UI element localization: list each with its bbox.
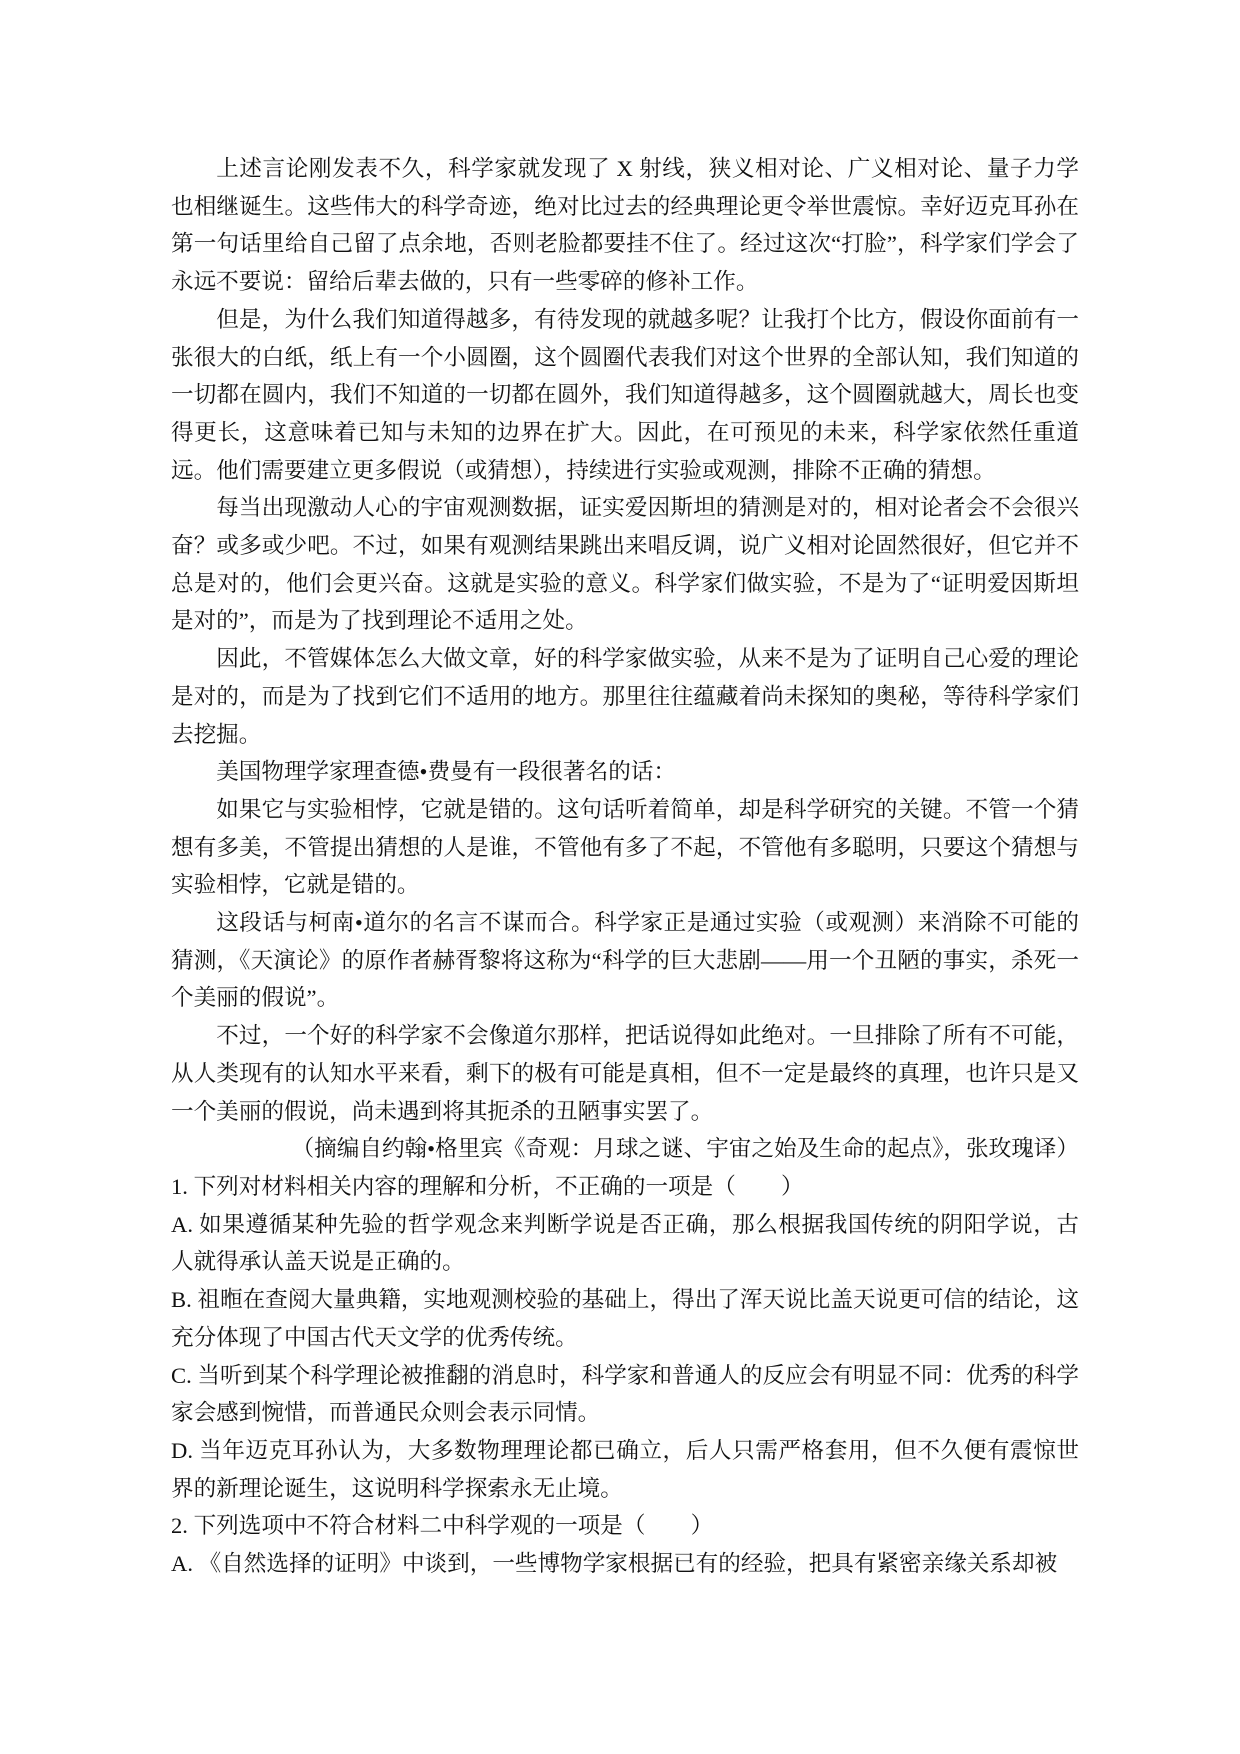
paragraph-7-body: 这段话与柯南•道尔的名言不谋而合。科学家正是通过实验（或观测）来消除不可能的猜测，《天演论》的原作者赫胥黎将这称为“科学的巨大悲剧——用一个丑陋的事实，杀死一个美丽的假说”。 [171,910,1079,1011]
paragraph-4-body: 因此，不管媒体怎么大做文章，好的科学家做实验，从来不是为了证明自己心爱的理论是对的，而是为了找到它们不适用的地方。那里往往蕴藏着尚未探知的奥秘，等待科学家们去挖掘。 [171,646,1079,747]
paragraph-10-question: 1. 下列对材料相关内容的理解和分析，不正确的一项是（ ） [171,1173,804,1199]
paragraph-2-body: 但是，为什么我们知道得越多，有待发现的就越多呢？让我打个比方，假设你面前有一张很大的白纸，纸上有一个小圆圈，这个圆圈代表我们对这个世界的全部认知，我们知道的一切都在圆内，我们不知道的一切都在圆外，我们知道得越多，这个圆圈就越大，周长也变得更长，这意味着已知与未知的边界在扩大。因此，在可预见的未来，科学家依然任重道远。他们需要建立更多假说（或猜想），持续进行实验或观测，排除不正确的猜想。 [171,306,1079,483]
paragraph-16-option: A. 《自然选择的证明》中谈到，一些博物学家根据已有的经验，把具有紧密亲缘关系却被 [171,1551,1058,1577]
document-text-block [171,150,1079,1583]
paragraph-5-body: 美国物理学家理查德•费曼有一段很著名的话： [216,759,676,785]
paragraph-9-attribution: （摘编自约翰•格里宾《奇观：月球之谜、宇宙之始及生命的起点》，张玫瑰译） [291,1136,1079,1162]
paragraph-8-body: 不过，一个好的科学家不会像道尔那样，把话说得如此绝对。一旦排除了所有不可能，从人类现有的认知水平来看，剩下的极有可能是真相，但不一定是最终的真理，也许只是又一个美丽的假说，尚未遇到将其扼杀的丑陋事实罢了。 [171,1023,1079,1124]
paragraph-13-option: C. 当听到某个科学理论被推翻的消息时，科学家和普通人的反应会有明显不同：优秀的科学家会感到惋惜，而普通民众则会表示同情。 [171,1362,1079,1426]
paragraph-14-option: D. 当年迈克耳孙认为，大多数物理理论都已确立，后人只需严格套用，但不久便有震惊世界的新理论诞生，这说明科学探索永无止境。 [171,1437,1079,1501]
paragraph-6-body: 如果它与实验相悖，它就是错的。这句话听着简单，却是科学研究的关键。不管一个猜想有多美，不管提出猜想的人是谁，不管他有多了不起，不管他有多聪明，只要这个猜想与实验相悖，它就是错的。 [171,796,1079,898]
paragraph-1-body: 上述言论刚发表不久，科学家就发现了 X 射线，狭义相对论、广义相对论、量子力学也相继诞生。这些伟大的科学奇迹，绝对比过去的经典理论更令举世震惊。幸好迈克耳孙在第一句话里给自己留了点余地，否则老脸都要挂不住了。经过这次“打脸”，科学家们学会了永远不要说：留给后辈去做的，只有一些零碎的修补工作。 [171,156,1079,295]
paragraph-11-option: A. 如果遵循某种先验的哲学观念来判断学说是否正确，那么根据我国传统的阴阳学说，古人就得承认盖天说是正确的。 [171,1211,1079,1275]
paragraph-15-question: 2. 下列选项中不符合材料二中科学观的一项是（ ） [171,1513,714,1539]
paragraph-3-body: 每当出现激动人心的宇宙观测数据，证实爱因斯坦的猜测是对的，相对论者会不会很兴奋？或多或少吧。不过，如果有观测结果跳出来唱反调，说广义相对论固然很好，但它并不总是对的，他们会更兴奋。这就是实验的意义。科学家们做实验，不是为了“证明爱因斯坦是对的”，而是为了找到理论不适用之处。 [171,495,1079,634]
paragraph-12-option: B. 祖暅在查阅大量典籍，实地观测校验的基础上，得出了浑天说比盖天说更可信的结论，这充分体现了中国古代天文学的优秀传统。 [171,1287,1079,1350]
